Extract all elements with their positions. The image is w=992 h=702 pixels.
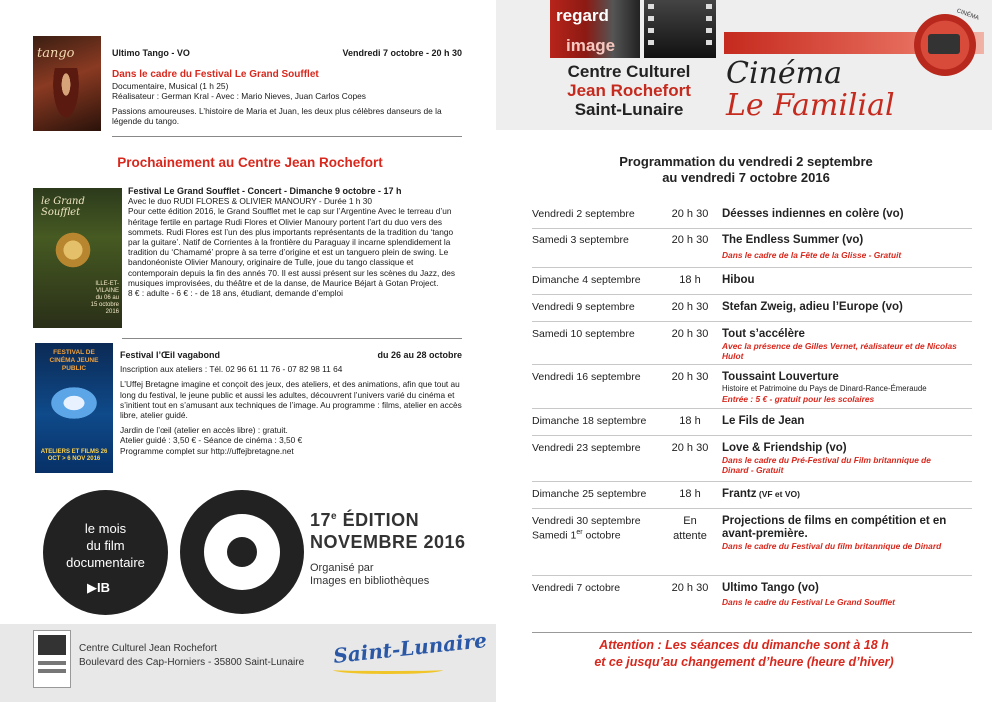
event-price: 8 € : adulte - 6 € : - de 18 ans, étudiant, demande d’emploi [128, 288, 343, 299]
row-time: 20 h 30 [671, 328, 709, 340]
row-divider [532, 435, 972, 436]
eye-image [45, 383, 103, 423]
row-day: Vendredi 16 septembre [532, 371, 641, 383]
attention-line: et ce jusqu’au changement d’heure (heure d’hiver) [594, 655, 894, 669]
programme-title [516, 154, 976, 186]
attention-divider [532, 632, 972, 633]
event-line: Jardin de l’œil (atelier en accès libre) : gratuit. [120, 425, 288, 436]
right-page [496, 0, 992, 702]
row-time: 20 h 30 [671, 582, 709, 594]
edition-month: NOVEMBRE 2016 [310, 532, 466, 552]
poster-subtitle: ATELIERS ET FILMS 26 OCT > 6 NOV 2016 [40, 449, 108, 462]
row-day: Dimanche 18 septembre [532, 415, 647, 427]
saint-lunaire-logo: Saint-Lunaire [332, 628, 488, 668]
address [79, 642, 304, 670]
badge-text: CINÉMA [955, 8, 980, 22]
event-description: L’Uffej Bretagne imagine et conçoit des jeux, des ateliers, et des animations, afin que tout au long du festival, le jeune public et aussi les adultes, découvrent l’univers varié du cinéma et s’initient tout en s’amusant aux techniques de l’image. Au programme : films, atelier en accès libre, atelier guidé. [120, 379, 462, 421]
poster-date: ILLE-ET-VILAINE du 06 au 15 octobre 2016 [90, 281, 119, 315]
row-subtitle: Histoire et Patrimoine du Pays de Dinard-Rance-Émeraude [722, 384, 927, 393]
ib-mark: ▶IB [87, 580, 110, 595]
row-divider [532, 481, 972, 482]
event-signup: Inscription aux ateliers : Tél. 02 96 61 11 76 - 07 82 98 11 64 [120, 364, 343, 375]
footer [0, 624, 496, 702]
film-hole [648, 40, 654, 45]
row-time: 18 h [679, 488, 701, 500]
row-day: Samedi 10 septembre [532, 328, 635, 340]
logo-bar [38, 669, 66, 673]
cinema-name [726, 58, 895, 122]
centre-line: Jean Rochefort [567, 81, 691, 100]
familial-word: Le Familial [726, 88, 895, 123]
attention-line: Attention : Les séances du dimanche sont à 18 h [599, 638, 889, 652]
divider [112, 136, 462, 137]
row-time: 20 h 30 [671, 208, 709, 220]
organiser [310, 562, 429, 588]
logo-line: le mois [84, 521, 127, 536]
festival-note: Dans le cadre du Festival Le Grand Soufflet [112, 69, 319, 81]
row-note: Dans le cadre de la Fête de la Glisse - Gratuit [722, 250, 902, 260]
row-time: 18 h [679, 274, 701, 286]
row-day [532, 515, 662, 542]
row-title: The Endless Summer (vo) [722, 234, 864, 246]
film-hole [648, 16, 654, 21]
ultimo-tango-event [112, 48, 462, 126]
organiser-label: Organisé par [310, 562, 374, 574]
film-hole [706, 4, 712, 9]
event-genre: Documentaire, Musical (1 h 25) [112, 80, 229, 91]
row-day: Dimanche 4 septembre [532, 274, 641, 286]
event-link: Programme complet sur http://uffejbretagne.net [120, 445, 294, 456]
event-artists: Avec le duo RUDI FLORES & OLIVIER MANOURY - Durée 1 h 30 [128, 196, 372, 207]
grand-soufflet-event [128, 186, 462, 298]
filmstrip-icon [644, 0, 716, 58]
row-note: Dans le cadre du Festival du film britannique de Dinard [722, 541, 942, 551]
centre-logo [33, 630, 71, 688]
row-divider [532, 408, 972, 409]
header [496, 0, 992, 130]
row-divider [532, 575, 972, 576]
programme-title-line: Programmation du vendredi 2 septembre [619, 154, 873, 169]
row-title: Le Fils de Jean [722, 415, 805, 427]
ring-center [227, 537, 257, 567]
row-title: Tout s’accélère [722, 328, 805, 340]
logo-wave [333, 666, 443, 674]
event-header [112, 48, 462, 58]
event-synopsis: Passions amoureuses. L’histoire de Maria et Juan, les deux plus célèbres danseurs de la légende du tango. [112, 105, 442, 127]
centre-line: Centre Culturel [567, 62, 691, 81]
accordion-figure-image [51, 228, 95, 272]
row-day: Vendredi 9 septembre [532, 301, 635, 313]
row-divider [532, 267, 972, 268]
logo-line: du film [86, 538, 125, 553]
edition-title [310, 506, 466, 553]
row-divider [532, 321, 972, 322]
edition-word: ÉDITION [337, 510, 420, 530]
row-divider [532, 364, 972, 365]
poster-title: FESTIVAL DE CINÉMA JEUNE PUBLIC [49, 349, 99, 372]
row-time: 20 h 30 [671, 234, 709, 246]
centre-line: Saint-Lunaire [574, 100, 684, 119]
dancers-image [51, 68, 81, 123]
event-line: Atelier guidé : 3,50 € - Séance de cinéma : 3,50 € [120, 435, 303, 446]
row-title: Frantz [722, 488, 757, 500]
logo-text [43, 520, 168, 571]
row-divider [532, 508, 972, 509]
ultimo-tango-poster [33, 36, 101, 131]
event-date: Vendredi 7 octobre - 20 h 30 [342, 48, 462, 58]
row-time: 20 h 30 [671, 371, 709, 383]
row-title: Love & Friendship (vo) [722, 442, 847, 454]
row-day: Samedi 3 septembre [532, 234, 629, 246]
row-time: 20 h 30 [671, 301, 709, 313]
row-title-version: (VF et VO) [756, 489, 800, 499]
row-day: Vendredi 7 octobre [532, 582, 621, 594]
centre-name [554, 62, 704, 119]
event-date: du 26 au 28 octobre [377, 350, 462, 360]
logo-block [38, 635, 66, 655]
regard-text: regard [556, 6, 609, 25]
poster-title: tango [37, 46, 75, 61]
row-time [660, 515, 720, 542]
address-line: Boulevard des Cap-Horniers - 35800 Saint-Lunaire [79, 657, 305, 668]
row-time: 18 h [679, 415, 701, 427]
row-note: Dans le cadre du Pré-Festival du Film britannique de Dinard - Gratuit [722, 455, 931, 475]
section-title: Prochainement au Centre Jean Rochefort [117, 155, 383, 170]
film-hole [648, 4, 654, 9]
row-note: Avec la présence de Gilles Vernet, réalisateur et de Nicolas Hulot [722, 341, 957, 361]
row-time-line: En [683, 515, 697, 527]
row-day-sup: er [576, 529, 583, 536]
edition-number: 17 [310, 510, 332, 530]
row-day-part: octobre [582, 529, 621, 542]
camera-icon [928, 34, 960, 54]
row-day: Vendredi 2 septembre [532, 208, 635, 220]
row-title: Projections de films en compétition et en avant-première. [722, 515, 947, 540]
poster-title: le Grand Soufflet [41, 196, 85, 218]
event-header [120, 350, 462, 360]
row-note: Entrée : 5 € - gratuit pour les scolaires [722, 394, 875, 404]
row-time: 20 h 30 [671, 442, 709, 454]
row-time-line: attente [673, 530, 707, 542]
oeil-vagabond-event [120, 350, 462, 456]
row-day: Dimanche 25 septembre [532, 488, 647, 500]
event-description: Pour cette édition 2016, le Grand Soufflet met le cap sur l’Argentine Avec le terreau d’un héritage fertile en partage Rudi Flores et Olivier Manoury portent l’art du duo vers des sommets. Rudi Flores est l’un des plus importants représentants de la tradition du ‘tango par la guitare’. Natif de Corrientes à la frontière du Paraguay il incarne splendidement la tradition du ‘Chamamé’ propre à sa terre d’origine et est un tanguero plein de swing. Le bandonéoniste Olivier Manoury, originaire de Tulle, joue du tango classique et contemporain depuis la fin des annés 70. Il est aussi présent sur les scènes du Jazz, des musiques improvisées, du théâtre et de la danse, de Maurice Béjart à Gotan Project. [128, 206, 455, 288]
film-hole [648, 28, 654, 33]
row-day: Vendredi 23 septembre [532, 442, 641, 454]
film-hole [706, 40, 712, 45]
row-day-part: Samedi 1 [532, 529, 577, 542]
row-title: Ultimo Tango (vo) [722, 582, 819, 594]
row-title: Stefan Zweig, adieu l’Europe (vo) [722, 301, 903, 313]
event-title: Ultimo Tango - VO [112, 48, 190, 58]
row-day-line: Vendredi 30 septembre [532, 515, 641, 527]
row-title: Déesses indiennes en colère (vo) [722, 208, 904, 220]
image-text: image [566, 36, 616, 55]
oeil-vagabond-poster [35, 343, 113, 473]
logo-line: documentaire [66, 555, 145, 570]
film-hole [706, 28, 712, 33]
row-title: Hibou [722, 274, 755, 286]
film-hole [706, 16, 712, 21]
row-title: Toussaint Louverture [722, 371, 839, 383]
event-credits: Réalisateur : German Kral - Avec : Mario Nieves, Juan Carlos Copes [112, 91, 366, 102]
edition-sup: e [331, 511, 338, 522]
row-note: Dans le cadre du Festival Le Grand Soufflet [722, 597, 895, 607]
attention-note [516, 637, 972, 671]
target-ring-graphic [180, 490, 304, 614]
grand-soufflet-poster [33, 188, 122, 328]
event-title: Festival Le Grand Soufflet - Concert - Dimanche 9 octobre - 17 h [128, 186, 402, 196]
cinema-word: Cinéma [726, 56, 842, 91]
cinema-badge-icon [914, 8, 980, 76]
mois-du-film-logo [43, 490, 168, 615]
programme-title-line: au vendredi 7 octobre 2016 [662, 170, 830, 185]
row-divider [532, 294, 972, 295]
logo-bar [38, 661, 66, 665]
address-line: Centre Culturel Jean Rochefort [79, 643, 217, 654]
row-day-line [532, 527, 662, 542]
divider [122, 338, 462, 339]
organiser-name: Images en bibliothèques [310, 575, 430, 587]
row-divider [532, 228, 972, 229]
event-title: Festival l’Œil vagabond [120, 350, 221, 360]
